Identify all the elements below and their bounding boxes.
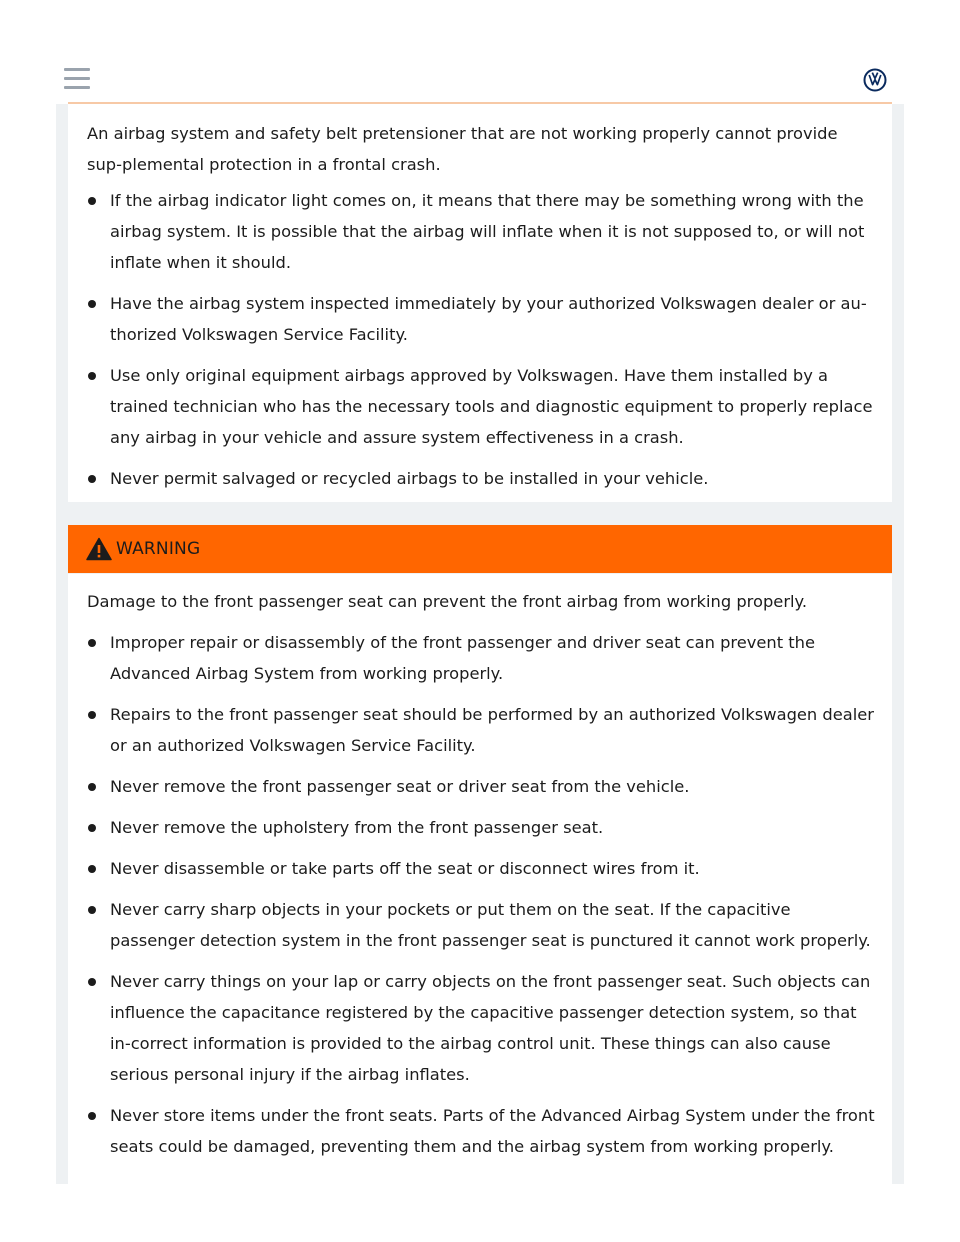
warning-title: WARNING	[116, 539, 201, 559]
list-item: Never permit salvaged or recycled airbags to be installed in your vehicle.	[68, 463, 892, 494]
list-item: Repairs to the front passenger seat should be performed by an authorized Volkswagen dealer or an authorized Volkswagen Service Facility.	[68, 699, 892, 761]
bullet-list	[68, 185, 892, 504]
info-card	[68, 104, 892, 502]
warning-bullet-list	[68, 627, 892, 1172]
vw-logo-icon[interactable]	[863, 68, 887, 92]
list-item: Never carry sharp objects in your pockets or put them on the seat. If the capacitive passenger detection system in the front passenger seat is punctured it cannot work properly.	[68, 894, 892, 956]
warning-intro: Damage to the front passenger seat can prevent the front airbag from working properly.	[87, 592, 808, 611]
list-item: Never carry things on your lap or carry objects on the front passenger seat. Such objects can influence the capacitance registered by the capacitive passenger detection system, so that in-correct information is provided to the airbag control unit. These things can also cause serious personal injury if the airbag inflates.	[68, 966, 892, 1090]
section-intro: An airbag system and safety belt pretensioner that are not working properly cannot provide sup-plemental protection in a frontal crash.	[87, 124, 838, 174]
warning-triangle-icon	[86, 537, 112, 561]
top-bar	[0, 0, 960, 104]
warning-header	[68, 525, 892, 573]
hamburger-menu-icon[interactable]	[64, 68, 90, 90]
list-item: Never remove the front passenger seat or driver seat from the vehicle.	[68, 771, 892, 802]
list-item: If the airbag indicator light comes on, it means that there may be something wrong with the airbag system. It is possible that the airbag will inflate when it is not supposed to, or will not inflate when it should.	[68, 185, 892, 278]
list-item: Never disassemble or take parts off the seat or disconnect wires from it.	[68, 853, 892, 884]
list-item: Use only original equipment airbags approved by Volkswagen. Have them installed by a trained technician who has the necessary tools and diagnostic equipment to properly replace any airbag in your vehicle and assure system effectiveness in a crash.	[68, 360, 892, 453]
list-item: Have the airbag system inspected immediately by your authorized Volkswagen dealer or au-thorized Volkswagen Service Facility.	[68, 288, 892, 350]
warning-card	[68, 574, 892, 1184]
list-item: Never store items under the front seats. Parts of the Advanced Airbag System under the front seats could be damaged, preventing them and the airbag system from working properly.	[68, 1100, 892, 1162]
list-item: Never remove the upholstery from the front passenger seat.	[68, 812, 892, 843]
list-item: Improper repair or disassembly of the front passenger and driver seat can prevent the Advanced Airbag System from working properly.	[68, 627, 892, 689]
